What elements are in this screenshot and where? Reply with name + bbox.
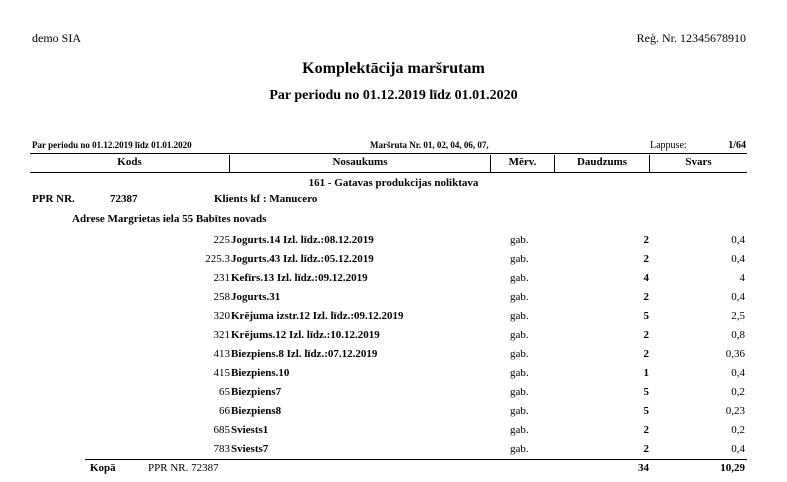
item-quantity: 4 xyxy=(643,272,649,284)
reg-label: Reģ. Nr. xyxy=(636,31,677,45)
warehouse-heading: 161 - Gatavas produkcijas noliktava xyxy=(308,177,479,189)
page-number: 1/64 xyxy=(728,140,746,151)
item-weight: 0,4 xyxy=(731,253,745,265)
subheader-route: Maršruta Nr. 01, 02, 04, 06, 07, xyxy=(370,140,489,150)
item-quantity: 2 xyxy=(643,424,649,436)
item-weight: 0,4 xyxy=(731,291,745,303)
item-name: Kefīrs.13 Izl. līdz.:09.12.2019 xyxy=(231,272,368,284)
item-unit: gab. xyxy=(510,310,529,322)
item-name: Biezpiens7 xyxy=(231,386,282,398)
item-code: 258 xyxy=(213,291,230,303)
item-name: Krējums.12 Izl. līdz.:10.12.2019 xyxy=(231,329,380,341)
item-weight: 0,4 xyxy=(731,234,745,246)
item-name: Biezpiens.8 Izl. līdz.:07.12.2019 xyxy=(231,348,378,360)
table-row xyxy=(0,253,787,272)
total-ppr: PPR NR. 72387 xyxy=(148,462,219,474)
ppr-label: PPR NR. xyxy=(32,193,75,205)
item-code: 225 xyxy=(213,234,230,246)
item-weight: 0,4 xyxy=(731,367,745,379)
total-quantity: 34 xyxy=(638,462,649,474)
item-quantity: 2 xyxy=(643,443,649,455)
item-unit: gab. xyxy=(510,291,529,303)
total-weight: 10,29 xyxy=(720,462,745,474)
item-weight: 0,2 xyxy=(731,424,745,436)
column-header-unit: Mērv. xyxy=(508,156,537,168)
item-code: 320 xyxy=(213,310,230,322)
client-name: Klients kf : Manucero xyxy=(214,193,318,205)
item-unit: gab. xyxy=(510,329,529,341)
item-name: Jogurts.31 xyxy=(231,291,281,303)
table-row xyxy=(0,329,787,348)
item-code: 783 xyxy=(213,443,230,455)
table-row xyxy=(0,291,787,310)
report-period: Par periodu no 01.12.2019 līdz 01.01.2020 xyxy=(269,88,518,103)
item-unit: gab. xyxy=(510,424,529,436)
item-code: 685 xyxy=(213,424,230,436)
item-quantity: 5 xyxy=(643,405,649,417)
table-row xyxy=(0,405,787,424)
item-quantity: 2 xyxy=(643,234,649,246)
table-row xyxy=(0,367,787,386)
item-unit: gab. xyxy=(510,443,529,455)
item-name: Jogurts.43 Izl. līdz.:05.12.2019 xyxy=(231,253,374,265)
item-name: Krējuma izstr.12 Izl. līdz.:09.12.2019 xyxy=(231,310,404,322)
item-weight: 0,23 xyxy=(725,405,745,417)
page-label: Lappuse: xyxy=(650,140,687,151)
item-name: Jogurts.14 Izl. līdz.:08.12.2019 xyxy=(231,234,374,246)
item-name: Biezpiens8 xyxy=(231,405,282,417)
table-row xyxy=(0,234,787,253)
item-weight: 4 xyxy=(739,272,745,284)
item-unit: gab. xyxy=(510,367,529,379)
item-unit: gab. xyxy=(510,386,529,398)
column-header-name: Nosaukums xyxy=(332,156,388,168)
item-quantity: 5 xyxy=(643,386,649,398)
item-weight: 0,4 xyxy=(731,443,745,455)
column-header-code: Kods xyxy=(117,156,142,168)
subheader-period: Par periodu no 01.12.2019 līdz 01.01.2020 xyxy=(32,140,192,150)
table-row xyxy=(0,424,787,443)
ppr-number: 72387 xyxy=(110,193,138,205)
item-weight: 2,5 xyxy=(731,310,745,322)
item-name: Sviests1 xyxy=(231,424,269,436)
delivery-address: Adrese Margrietas iela 55 Babītes novads xyxy=(72,213,267,225)
reg-value: 12345678910 xyxy=(680,31,746,45)
total-rule xyxy=(85,459,747,460)
item-weight: 0,36 xyxy=(725,348,745,360)
item-unit: gab. xyxy=(510,253,529,265)
item-weight: 0,2 xyxy=(731,386,745,398)
item-quantity: 2 xyxy=(643,253,649,265)
report-title: Komplektācija maršrutam xyxy=(302,60,485,77)
item-code: 66 xyxy=(219,405,230,417)
item-name: Biezpiens.10 xyxy=(231,367,290,379)
item-code: 65 xyxy=(219,386,230,398)
table-row xyxy=(0,348,787,367)
item-quantity: 2 xyxy=(643,329,649,341)
header-top-rule xyxy=(30,153,747,154)
item-code: 231 xyxy=(213,272,230,284)
item-code: 225.3 xyxy=(205,253,230,265)
column-header-weight: Svars xyxy=(685,156,712,168)
item-unit: gab. xyxy=(510,348,529,360)
item-quantity: 2 xyxy=(643,291,649,303)
company-name: demo SIA xyxy=(32,31,81,45)
item-quantity: 2 xyxy=(643,348,649,360)
table-row xyxy=(0,386,787,405)
item-code: 413 xyxy=(213,348,230,360)
column-header-quantity: Daudzums xyxy=(576,156,628,168)
item-quantity: 1 xyxy=(643,367,649,379)
item-code: 321 xyxy=(213,329,230,341)
table-row xyxy=(0,310,787,329)
item-code: 415 xyxy=(213,367,230,379)
item-unit: gab. xyxy=(510,234,529,246)
item-unit: gab. xyxy=(510,272,529,284)
table-row xyxy=(0,272,787,291)
total-label: Kopā xyxy=(90,462,116,474)
registration-number xyxy=(637,31,746,46)
item-name: Sviests7 xyxy=(231,443,269,455)
item-quantity: 5 xyxy=(643,310,649,322)
item-unit: gab. xyxy=(510,405,529,417)
header-bottom-rule xyxy=(30,172,747,173)
item-weight: 0,8 xyxy=(731,329,745,341)
